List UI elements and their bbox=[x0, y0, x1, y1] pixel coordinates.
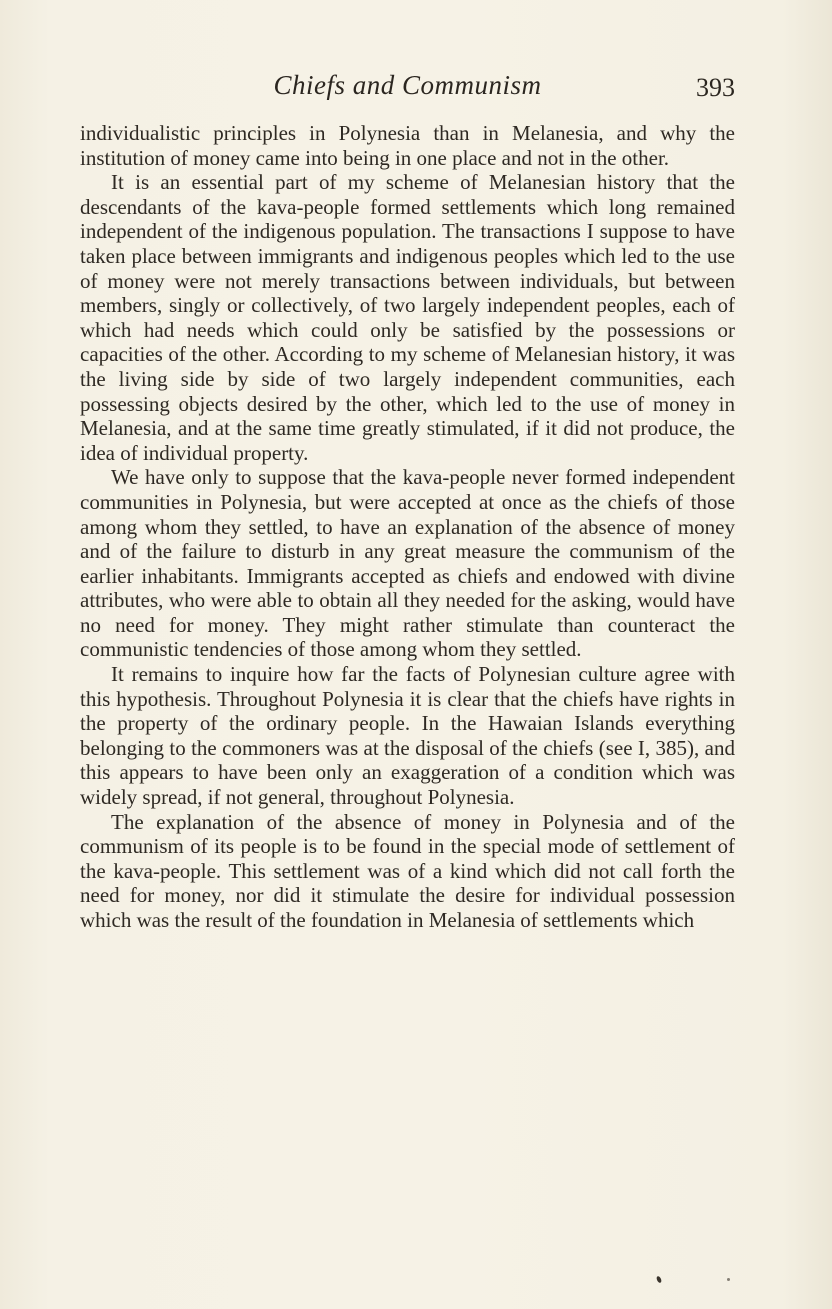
page-number: 393 bbox=[696, 73, 735, 102]
running-title: Chiefs and Communism bbox=[273, 70, 542, 100]
paragraph: It remains to inquire how far the facts of Polynesian culture agree with this hypothesis. Throughout Polynesia it is clear that the chiefs have rights in the property of the ordinary people. In the Hawaian Islands everything belonging to the commoners was at the disposal of the chiefs (see I, 385), and this appears to have been only an exaggeration of a condition which was widely spread, if not general, throughout Polynesia. bbox=[80, 662, 735, 810]
paragraph-continued: individualistic principles in Polynesia than in Melanesia, and why the institution of money came into being in one place and not in the other. bbox=[80, 121, 735, 170]
paragraph: The explanation of the absence of money in Polynesia and of the communism of its people is to be found in the special mode of settlement of the kava-people. This settlement was of a kind which did not call forth the need for money, nor did it stimulate the desire for individual possession which was the result of the foundation in Melanesia of settlements which bbox=[80, 809, 735, 932]
body-text bbox=[80, 121, 735, 933]
page-header bbox=[80, 70, 735, 110]
paragraph: It is an essential part of my scheme of Melanesian history that the descendants of the kava-people formed settlements which long remained independent of the indigenous population. The transactions I suppose to have taken place between immigrants and indigenous peoples which led to the use of money were not merely transactions between individuals, but between members, singly or collectively, of two largely independent peoples, each of which had needs which could only be satisfied by the possessions or capacities of the other. According to my scheme of Melanesian history, it was the living side by side of two largely independent communities, each possessing objects desired by the other, which led to the use of money in Melanesia, and at the same time greatly stimulated, if it did not produce, the idea of individual property. bbox=[80, 170, 735, 465]
paragraph: We have only to suppose that the kava-people never formed independent communities in Polynesia, but were accepted at once as the chiefs of those among whom they settled, to have an explanation of the absence of money and of the failure to disturb in any great measure the communism of the earlier inhabitants. Immigrants accepted as chiefs and endowed with divine attributes, who were able to obtain all they needed for the asking, would have no need for money. They might rather stimulate than counteract the communistic tendencies of those among whom they settled. bbox=[80, 465, 735, 662]
ink-speck bbox=[656, 1275, 663, 1283]
ink-speck bbox=[727, 1278, 730, 1281]
